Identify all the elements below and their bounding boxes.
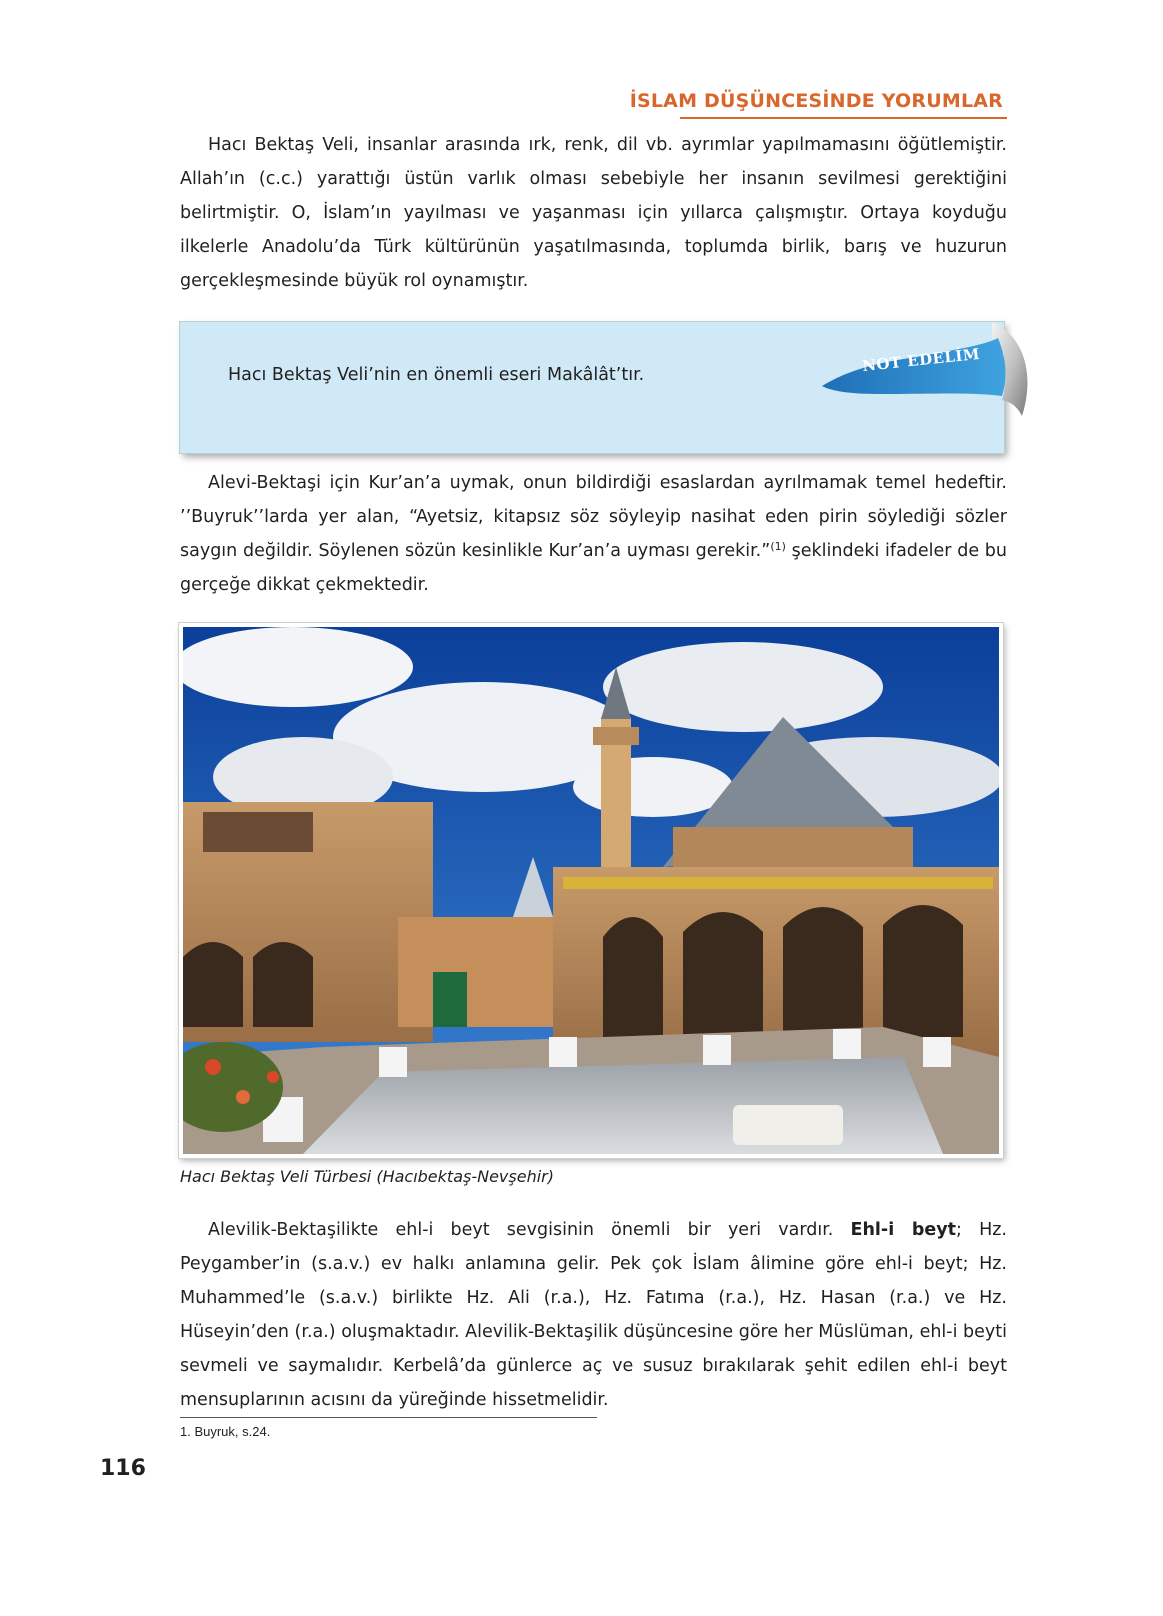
ehl-i-beyt-term: Ehl-i beyt [850, 1220, 957, 1240]
note-banner-icon [822, 316, 1038, 426]
photo-frame [179, 623, 1003, 1158]
paragraph-buyruk-tail: şeklindeki ifadeler de bu gerçeğe dikkat çekmektedir. [180, 541, 1007, 595]
paragraph-intro: Hacı Bektaş Veli, insanlar arasında ırk, renk, dil vb. ayrımlar yapılmamasını öğütlemiştir. Allah’ın (c.c.) yarattığı üstün varlık olması sebebiyle her insanın sevilmesi gerektiğini belirtmiştir. O, İslam’ın yayılması ve yaşanması için yıllarca çalışmıştır. Ortaya koyduğu ilkelerle Anadolu’da Türk kültürünün yaşatılmasında, toplumda birlik, barış ve huzurun gerçekleşmesinde büyük rol oynamıştır. [180, 135, 1007, 291]
paragraph-ehl-i-beyt [180, 1213, 1007, 1417]
paragraph-buyruk [180, 466, 1007, 602]
footnote-ref: (1) [770, 540, 786, 553]
paragraph-ehl-i-beyt-rest: ; Hz. Peygamber’in (s.a.v.) ev halkı anlamına gelir. Pek çok İslam âlimine göre ehl-i beyt; Hz. Muhammed’le (s.a.v.) birlikte Hz. Ali (r.a.), Hz. Fatıma (r.a.), Hz. Hasan (r.a.) ve Hz. Hüseyin’den (r.a.) oluşmaktadır. Alevilik-Bektaşilik düşüncesine göre her Müslüman, ehl-i beyti sevmeli ve saymalıdır. Kerbelâ’da günlerce aç ve susuz bırakılarak şehit edilen ehl-i beyt mensuplarının acısını da yüreğinde hissetmelidir. [180, 1220, 1007, 1410]
photo-caption: Hacı Bektaş Veli Türbesi (Hacıbektaş-Nevşehir) [180, 1167, 554, 1186]
haci-bektas-tomb-photo [183, 627, 999, 1154]
page-header-title: İSLAM DÜŞÜNCESİNDE YORUMLAR [629, 90, 1003, 112]
note-label: NOT EDELİM [861, 344, 981, 376]
page-number: 116 [100, 1456, 146, 1481]
footnote: 1. Buyruk, s.24. [180, 1424, 271, 1439]
paragraph-buyruk-main: Alevi-Bektaşi için Kur’an’a uymak, onun bildirdiği esaslardan ayrılmamak temel hedeftir. ’’Buyruk’’larda yer alan, “Ayetsiz, kitapsız söz söyleyip nasihat eden pirin söylediği sözler saygın değildir. Söylenen sözün kesinlikle Kur’an’a uyması gerekir.” [180, 473, 1007, 561]
paragraph-ehl-i-beyt-intro: Alevilik-Bektaşilikte ehl-i beyt sevgisinin önemli bir yeri vardır. [208, 1220, 851, 1240]
footnote-rule [180, 1417, 597, 1418]
page-header-rule [680, 117, 1007, 119]
note-text: Hacı Bektaş Veli’nin en önemli eseri Makâlât’tır. [228, 365, 645, 385]
